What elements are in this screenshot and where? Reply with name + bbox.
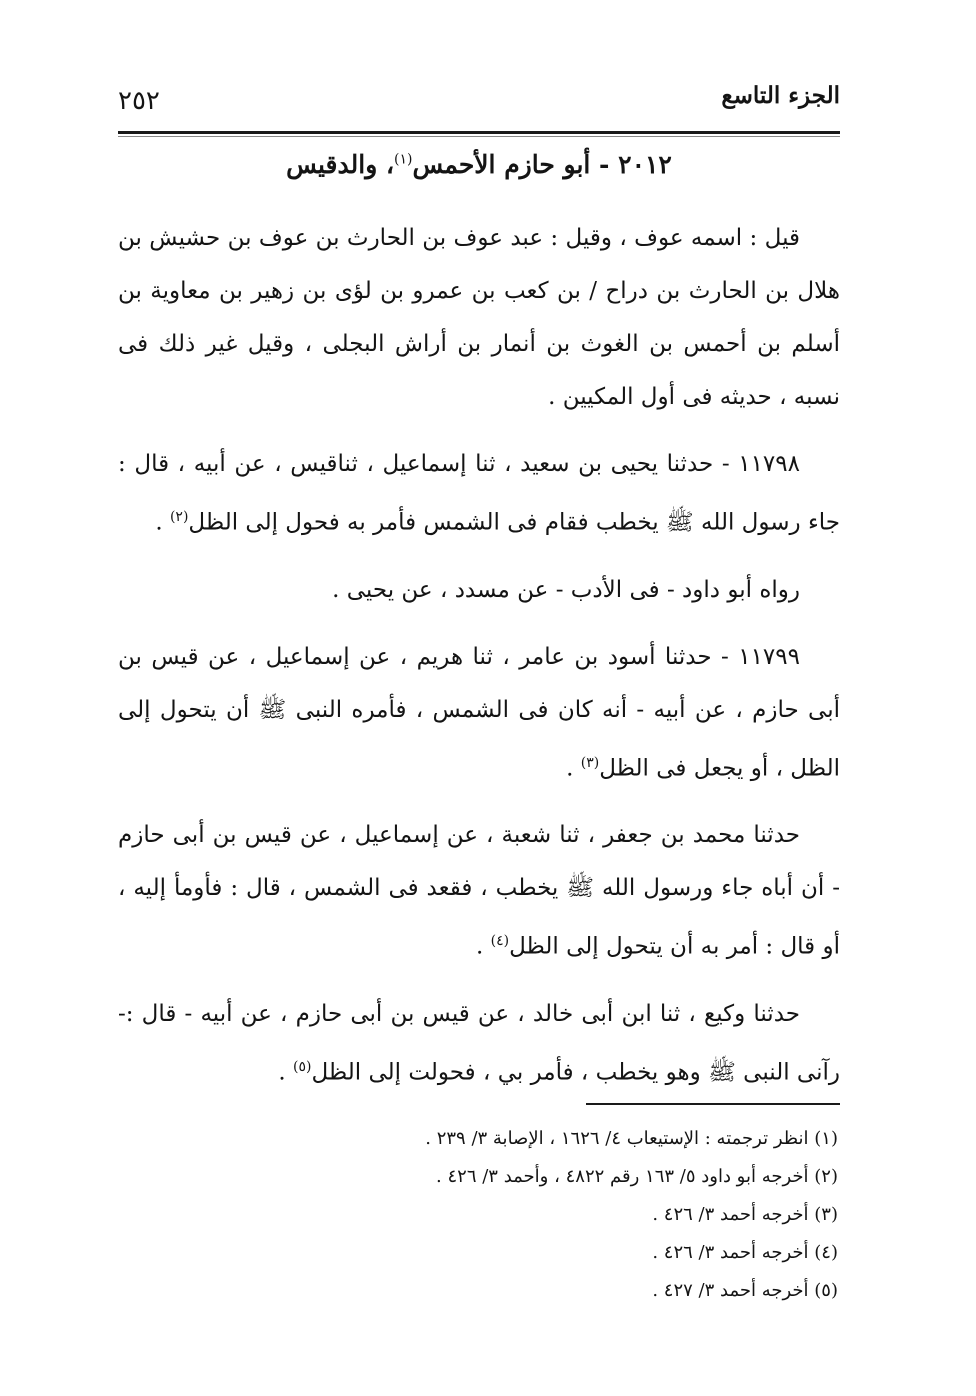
paragraph <box>118 988 840 1100</box>
footnote: (٢) أخرجه أبو داود ٥/ ١٦٣ رقم ٤٨٢٢ ، وأحمد ٣/ ٤٢٦ . <box>436 1166 838 1187</box>
entry-title-suffix: ، والدقيس <box>286 150 395 179</box>
footnote: (٤) أخرجه أحمد ٣/ ٤٢٦ . <box>652 1242 838 1263</box>
paragraph-tail: . <box>155 509 170 536</box>
paragraph-tail: . <box>476 933 491 960</box>
paragraph <box>118 809 840 974</box>
page-number: ٢٥٢ <box>118 86 160 116</box>
paragraph <box>118 212 840 424</box>
entry-title <box>118 150 840 179</box>
paragraph-text: ١١٧٩٨ - حدثنا يحيى بن سعيد ، ثنا إسماعيل ، ثناقيس ، عن أبيه ، قال : جاء رسول الله ﷺ يخطب فقام فى الشمس فأمر به فحول إلى الظل <box>118 451 840 536</box>
entry-title-note: (١) <box>394 151 413 168</box>
paragraph-text: رواه أبو داود - فى الأدب - عن مسدد ، عن يحيى . <box>332 576 800 603</box>
footnote-ref: (٤) <box>490 933 510 950</box>
body-text <box>118 212 840 1114</box>
footnote-separator <box>586 1103 840 1105</box>
paragraph-tail: . <box>278 1059 293 1086</box>
paragraph-text: حدثنا وكيع ، ثنا ابن أبى خالد ، عن قيس بن أبى حازم ، عن أبيه - قال :- رآنى النبى ﷺ وهو يخطب ، فأمر بي ، فحولت إلى الظل <box>118 1000 840 1086</box>
part-title: الجزء التاسع <box>721 82 840 109</box>
footnote: (٥) أخرجه أحمد ٣/ ٤٢٧ . <box>652 1280 838 1301</box>
paragraph <box>118 631 840 796</box>
footnote-ref: (٣) <box>580 754 600 771</box>
paragraph-text: ١١٧٩٩ - حدثنا أسود بن عامر ، ثنا هريم ، عن إسماعيل ، عن قيس بن أبى حازم ، عن أبيه - أنه كان فى الشمس ، فأمره النبى ﷺ أن يتحول إلى الظل ، أو يجعل فى الظل <box>118 643 840 782</box>
footnotes <box>118 1120 838 1310</box>
footnote-ref: (٥) <box>292 1058 312 1075</box>
running-header <box>118 78 840 132</box>
footnote-ref: (٢) <box>169 509 189 525</box>
footnote: (٣) أخرجه أحمد ٣/ ٤٢٦ . <box>652 1204 838 1225</box>
paragraph-tail: . <box>566 755 581 782</box>
paragraph-text: حدثنا محمد بن جعفر ، ثنا شعبة ، عن إسماعيل ، عن قيس بن أبى حازم - أن أباه جاء ورسول الله ﷺ يخطب ، فقعد فى الشمس ، قال : فأومأ إليه ، أو قال : أمر به أن يتحول إلى الظل <box>118 822 840 960</box>
header-rule-thin <box>118 136 840 137</box>
paragraph-text: قيل : اسمه عوف ، وقيل : عبد عوف بن الحارث بن عوف بن حشيش بن هلال بن الحارث بن دراح / بن كعب بن عمرو بن لؤى بن زهير بن معاوية بن أسلم بن أحمس بن الغوث بن أنمار بن أراش البجلى ، وقيل غير ذلك فى نسبه ، حديثه فى أول المكيين . <box>118 225 840 410</box>
header-rule <box>118 131 840 134</box>
paragraph <box>118 564 840 617</box>
paragraph <box>118 438 840 550</box>
footnote: (١) انظر ترجمته : الإستيعاب ٤/ ١٦٢٦ ، الإصابة ٣/ ٢٣٩ . <box>425 1128 838 1149</box>
entry-title-text: ٢٠١٢ - أبو حازم الأحمس <box>412 150 672 179</box>
